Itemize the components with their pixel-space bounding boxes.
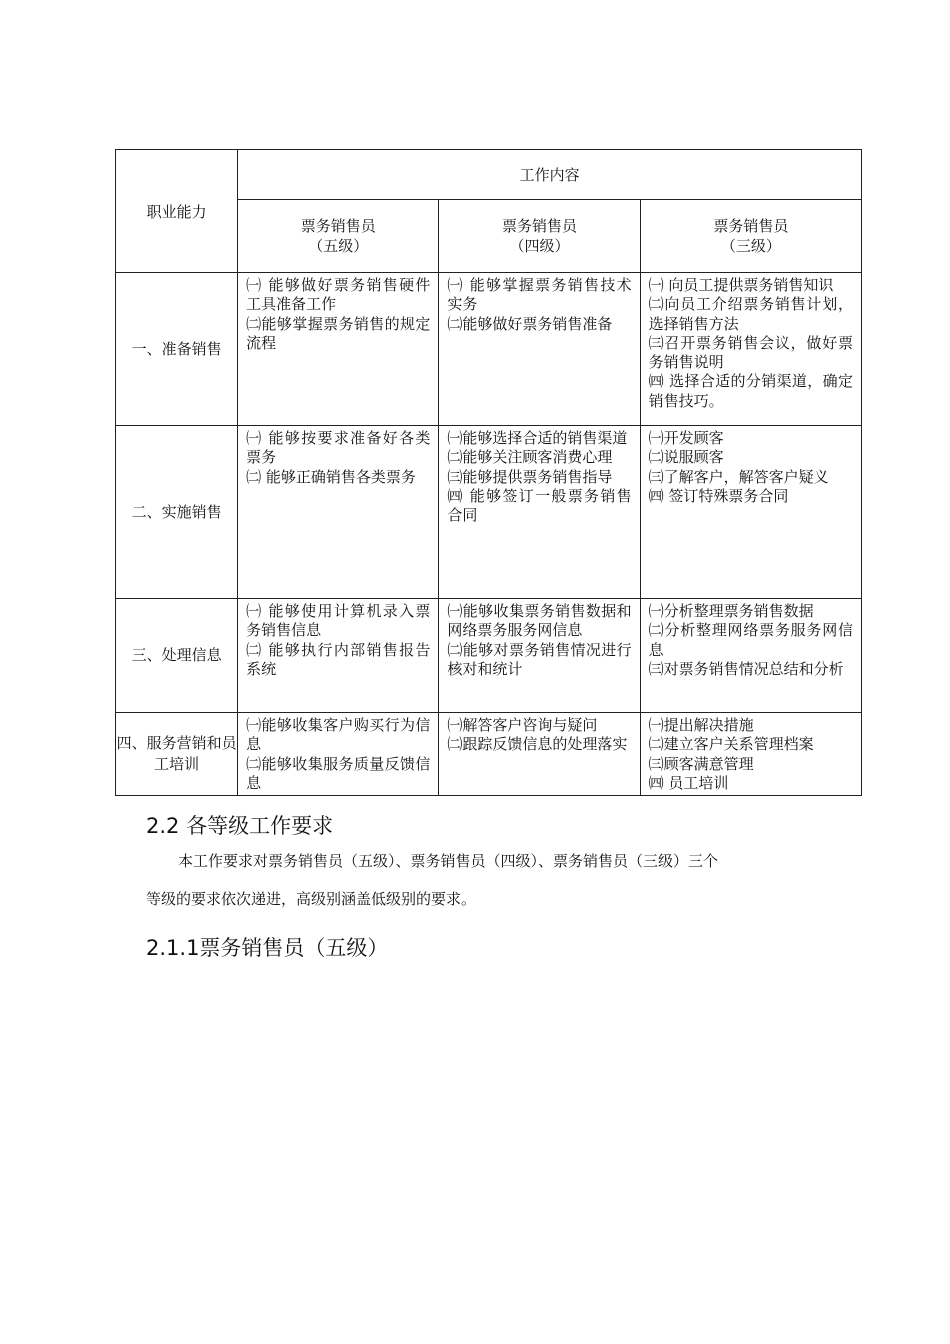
work-content-cell (640, 713, 861, 796)
table-row (116, 713, 862, 796)
ability-cell: 一、准备销售 (116, 273, 238, 426)
work-item: ㈡跟踪反馈信息的处理落实 (447, 735, 628, 754)
work-item: ㈠能够选择合适的销售渠道 (447, 429, 628, 447)
work-item: ㈠解答客户咨询与疑问 (447, 716, 598, 734)
level-grade: （三级） (720, 237, 781, 255)
level-name: 票务销售员 (300, 217, 376, 235)
work-content-cell (439, 713, 640, 796)
work-item: ㈡能够做好票务销售准备 (447, 314, 613, 333)
work-item: ㈢对票务销售情况总结和分析 (648, 659, 844, 678)
ability-cell: 四、服务营销和员工培训 (116, 713, 238, 796)
work-item: ㈣ 员工培训 (648, 773, 729, 792)
work-content-cell (238, 273, 439, 426)
work-item: ㈡分析整理网络票务服务网信息 (648, 621, 853, 659)
work-content-cell (640, 426, 861, 599)
work-item: ㈡建立客户关系管理档案 (648, 735, 814, 754)
work-content-cell (439, 273, 640, 426)
table-row (116, 599, 862, 713)
work-item: ㈣ 签订特殊票务合同 (648, 486, 789, 505)
body-paragraph-line-1: 本工作要求对票务销售员（五级）、票务销售员（四级）、票务销售员（三级）三个 (178, 852, 719, 870)
ability-cell: 二、实施销售 (116, 426, 238, 599)
work-item: ㈡ 能够执行内部销售报告系统 (246, 640, 431, 678)
work-item: ㈠ 向员工提供票务销售知识 (648, 276, 834, 294)
work-item: ㈠开发顾客 (648, 429, 724, 447)
work-content-cell (238, 713, 439, 796)
work-item: ㈠分析整理票务销售数据 (648, 602, 814, 620)
level-name: 票务销售员 (502, 217, 578, 235)
header-row-1 (116, 150, 862, 200)
work-content-cell (439, 426, 640, 599)
work-content-cell (238, 599, 439, 713)
work-item: ㈢顾客满意管理 (648, 754, 754, 773)
work-item: ㈡能够关注顾客消费心理 (447, 448, 613, 467)
work-item: ㈢召开票务销售会议，做好票务销售说明 (648, 333, 853, 372)
section-heading: 2.2 各等级工作要求 (146, 814, 334, 838)
work-item: ㈠ 能够使用计算机录入票务销售信息 (246, 602, 431, 640)
work-item: ㈣ 选择合适的分销渠道，确定销售技巧。 (648, 372, 853, 410)
work-item: ㈢能够提供票务销售指导 (447, 467, 613, 486)
subsection-heading: 2.1.1票务销售员（五级） (146, 936, 389, 960)
work-item: ㈠能够收集客户购买行为信息 (246, 716, 431, 754)
level-grade: （五级） (308, 237, 369, 255)
work-item: ㈣ 能够签订一般票务销售合同 (447, 486, 632, 525)
level-name: 票务销售员 (713, 217, 789, 235)
work-content-cell (640, 599, 861, 713)
work-item: ㈢了解客户，解答客户疑义 (648, 467, 829, 486)
work-item: ㈡能够掌握票务销售的规定流程 (246, 314, 431, 352)
work-item: ㈠能够收集票务销售数据和网络票务服务网信息 (447, 602, 632, 640)
work-item: ㈡向员工介绍票务销售计划，选择销售方法 (648, 295, 853, 333)
level-header-4 (439, 200, 640, 273)
work-item: ㈡能够收集服务质量反馈信息 (246, 754, 431, 792)
level-grade: （四级） (509, 237, 570, 255)
competency-table (115, 149, 862, 796)
body-paragraph-line-2: 等级的要求依次递进，高级别涵盖低级别的要求。 (146, 890, 477, 908)
work-item: ㈠ 能够按要求准备好各类票务 (246, 429, 431, 467)
work-content-cell (439, 599, 640, 713)
work-item: ㈡能够对票务销售情况进行核对和统计 (447, 640, 632, 678)
work-content-cell (640, 273, 861, 426)
work-content-cell (238, 426, 439, 599)
table-row (116, 426, 862, 599)
work-item: ㈠提出解决措施 (648, 716, 754, 734)
work-item: ㈠ 能够做好票务销售硬件工具准备工作 (246, 276, 431, 314)
level-header-3 (640, 200, 861, 273)
work-item: ㈡ 能够正确销售各类票务 (246, 467, 416, 486)
ability-header: 职业能力 (116, 150, 238, 273)
level-header-5 (238, 200, 439, 273)
work-item: ㈡说服顾客 (648, 448, 724, 467)
ability-cell: 三、处理信息 (116, 599, 238, 713)
table-row (116, 273, 862, 426)
work-content-header: 工作内容 (238, 150, 862, 200)
work-item: ㈠ 能够掌握票务销售技术实务 (447, 276, 632, 314)
